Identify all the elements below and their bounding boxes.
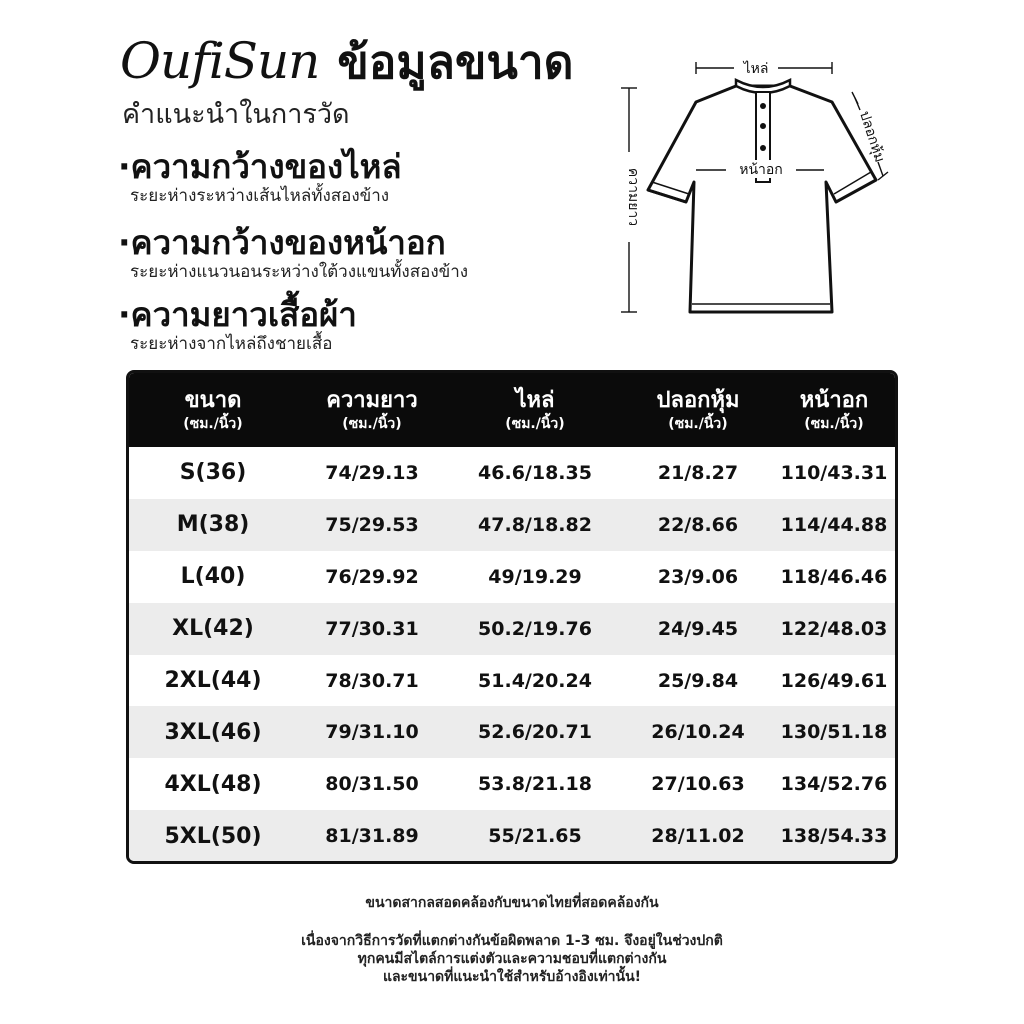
cell-sleeve: 21/8.27 — [657, 461, 739, 484]
header-shoulder: ไหล่ (ซม./นิ้ว) — [505, 388, 565, 432]
cell-size: 2XL(44) — [164, 668, 262, 693]
cell-chest: 114/44.88 — [780, 513, 888, 536]
cell-size: S(36) — [179, 460, 247, 486]
shirt-diagram — [596, 52, 906, 332]
table-row — [129, 603, 895, 655]
cell-sleeve: 23/9.06 — [657, 565, 739, 588]
footnote-line: และขนาดที่แนะนำใช้สำหรับอ้างอิงเท่านั้น! — [382, 969, 642, 985]
cell-shoulder: 51.4/20.24 — [478, 669, 592, 692]
cell-sleeve: 26/10.24 — [651, 721, 745, 744]
table-row — [129, 447, 895, 499]
cell-length: 80/31.50 — [325, 773, 419, 796]
table-row — [129, 655, 895, 707]
cell-sleeve: 25/9.84 — [657, 669, 739, 692]
size-chart-table — [126, 370, 898, 864]
instruction-title: ·ความกว้างของไหล่ — [118, 147, 402, 186]
header-size: ขนาด (ซม./นิ้ว) — [183, 388, 243, 432]
cell-length: 78/30.71 — [325, 669, 419, 692]
brand-logo: OufiSun — [120, 32, 320, 90]
cell-size: 5XL(50) — [164, 823, 262, 849]
length-label: ความยาว — [625, 167, 641, 227]
cell-size: XL(42) — [172, 616, 254, 642]
cell-chest: 126/49.61 — [780, 669, 888, 692]
header-length: ความยาว (ซม./นิ้ว) — [326, 388, 418, 432]
cell-chest: 138/54.33 — [780, 825, 888, 848]
cell-length: 77/30.31 — [325, 617, 419, 640]
cell-shoulder: 49/19.29 — [488, 565, 582, 588]
shirt-illustration — [596, 52, 906, 332]
table-row — [129, 551, 895, 603]
cell-size: 4XL(48) — [164, 771, 262, 797]
page-title: ข้อมูลขนาด — [337, 35, 574, 89]
sleeve-label: ปลอกหุ้ม — [856, 109, 888, 165]
instruction-chest — [118, 224, 468, 282]
footnote-standard: ขนาดสากลสอดคล้องกับขนาดไทยที่สอดคล้องกัน — [365, 895, 659, 911]
instruction-shoulder — [118, 148, 402, 206]
page-subtitle: คำแนะนำในการวัด — [122, 99, 350, 130]
instruction-desc: ระยะห่างระหว่างเส้นไหล่ทั้งสองข้าง — [130, 186, 390, 206]
table-row — [129, 758, 895, 810]
cell-size: L(40) — [180, 564, 246, 590]
cell-chest: 118/46.46 — [780, 565, 888, 588]
instruction-desc: ระยะห่างจากไหล่ถึงชายเสื้อ — [130, 334, 333, 354]
footnote-line: ทุกคนมีสไตล์การแต่งตัวและความชอบที่แตกต่างกัน — [357, 951, 667, 967]
cell-size: M(38) — [176, 512, 250, 538]
cell-chest: 122/48.03 — [780, 617, 888, 640]
footnote-disclaimer — [0, 932, 1024, 986]
cell-sleeve: 24/9.45 — [657, 617, 739, 640]
cell-sleeve: 28/11.02 — [651, 825, 745, 848]
cell-shoulder: 50.2/19.76 — [478, 617, 592, 640]
cell-shoulder: 52.6/20.71 — [478, 721, 592, 744]
table-row — [129, 499, 895, 551]
cell-length: 74/29.13 — [325, 461, 419, 484]
table-header-row — [129, 373, 895, 447]
cell-length: 75/29.53 — [325, 513, 419, 536]
cell-length: 76/29.92 — [325, 565, 419, 588]
shoulder-label: ไหล่ — [743, 61, 769, 77]
cell-chest: 134/52.76 — [780, 773, 888, 796]
cell-length: 81/31.89 — [325, 825, 419, 848]
table-row — [129, 810, 895, 862]
cell-shoulder: 47.8/18.82 — [478, 513, 592, 536]
cell-length: 79/31.10 — [325, 721, 419, 744]
cell-shoulder: 46.6/18.35 — [478, 461, 592, 484]
cell-sleeve: 27/10.63 — [651, 773, 745, 796]
instruction-length — [118, 296, 357, 354]
brand-header — [120, 26, 574, 96]
cell-chest: 130/51.18 — [780, 721, 888, 744]
footnote-line: เนื่องจากวิธีการวัดที่แตกต่างกันข้อผิดพลาด 1-3 ซม. จึงอยู่ในช่วงปกติ — [301, 933, 723, 949]
cell-size: 3XL(46) — [164, 719, 262, 745]
cell-shoulder: 55/21.65 — [488, 825, 582, 848]
cell-sleeve: 22/8.66 — [657, 513, 739, 536]
header-sleeve: ปลอกหุ้ม (ซม./นิ้ว) — [656, 388, 740, 432]
instruction-title: ·ความยาวเสื้อผ้า — [118, 295, 357, 334]
instruction-title: ·ความกว้างของหน้าอก — [118, 223, 446, 262]
table-row — [129, 706, 895, 758]
cell-shoulder: 53.8/21.18 — [478, 773, 592, 796]
chest-label: หน้าอก — [739, 162, 783, 178]
button-icon — [760, 145, 766, 151]
button-icon — [760, 123, 766, 129]
cell-chest: 110/43.31 — [780, 461, 888, 484]
instruction-desc: ระยะห่างแนวนอนระหว่างใต้วงแขนทั้งสองข้าง — [130, 262, 469, 282]
header-chest: หน้าอก (ซม./นิ้ว) — [799, 388, 869, 432]
button-icon — [760, 103, 766, 109]
